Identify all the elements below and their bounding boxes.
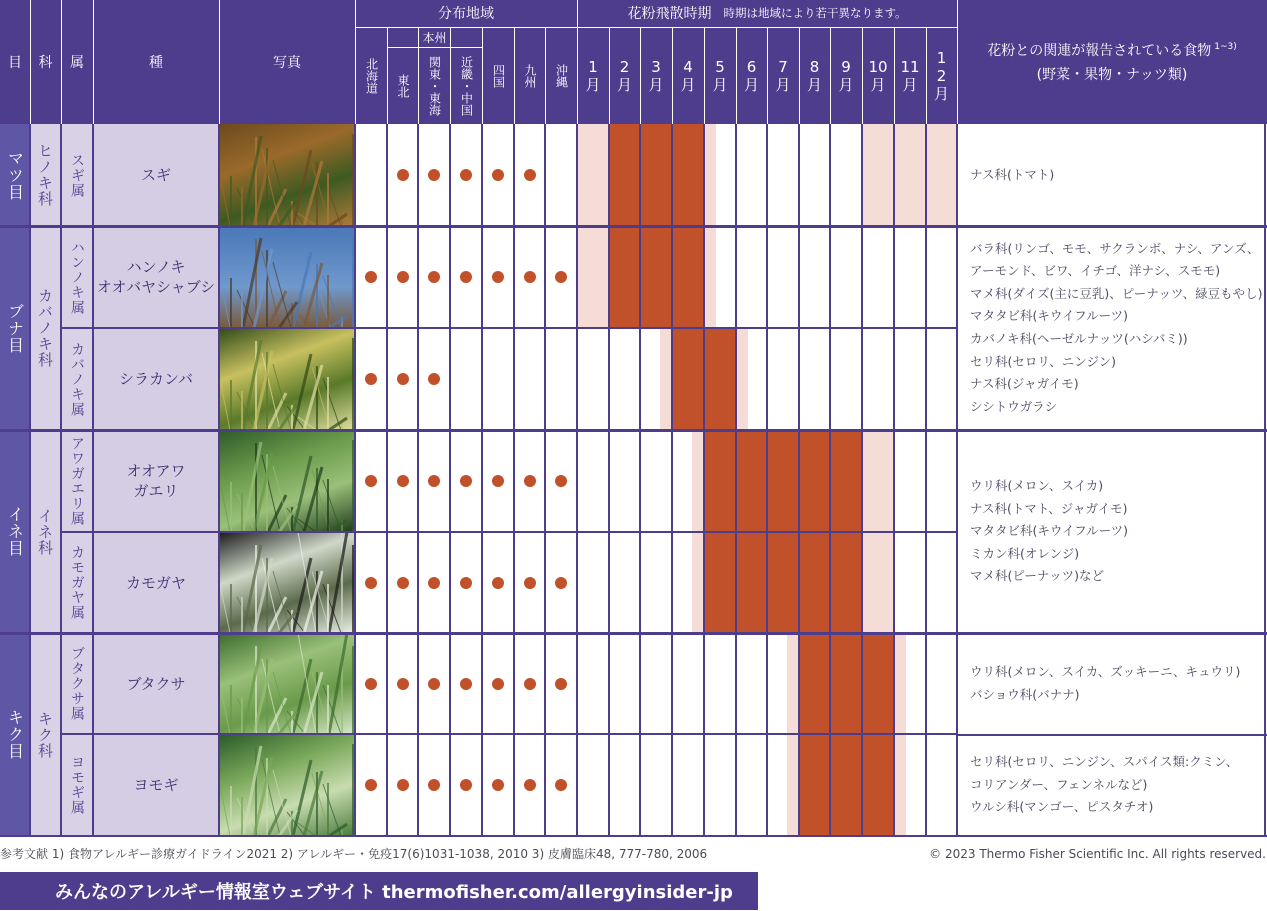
- grid-vline: [481, 124, 483, 836]
- month-header-8: 8月: [806, 58, 822, 94]
- pollen-peak-bar: [609, 226, 704, 328]
- genus-cell: スギ属: [61, 124, 93, 226]
- region-dot: [460, 169, 472, 181]
- region-dot: [492, 169, 504, 181]
- header-divider: [894, 28, 895, 124]
- region-dot: [555, 475, 567, 487]
- photo-texture: [219, 532, 355, 633]
- region-dot: [397, 779, 409, 791]
- region-header-1: 北海道: [364, 58, 379, 94]
- region-dot: [428, 271, 440, 283]
- food-line: カバノキ科(ヘーゼルナッツ(ハシバミ)): [970, 331, 1188, 346]
- pollen-title: 花粉飛散時期: [627, 6, 712, 22]
- header-divider: [61, 0, 62, 124]
- food-line: ウルシ科(マンゴー、ピスタチオ): [970, 799, 1154, 815]
- photo-texture: [219, 633, 355, 734]
- honshu-label: 本州: [422, 30, 447, 45]
- plant-photo: [219, 124, 355, 226]
- month-header-7: 7月: [775, 58, 791, 94]
- grid-vline: [703, 124, 705, 836]
- pollen-peak-bar: [704, 430, 862, 532]
- region-dot: [428, 475, 440, 487]
- genus-cell: カバノキ属: [61, 328, 93, 430]
- genus-cell: ハンノキ属: [61, 226, 93, 328]
- species-cell: ヨモギ: [93, 734, 219, 836]
- region-dot: [365, 373, 377, 385]
- region-dot: [460, 475, 472, 487]
- region-dot: [365, 271, 377, 283]
- header-divider: [93, 0, 94, 124]
- header-genus: 属: [70, 55, 84, 71]
- region-dot: [524, 475, 536, 487]
- family-cell: キク科: [30, 633, 61, 836]
- header-divider: [830, 28, 831, 124]
- photo-texture: [219, 430, 355, 532]
- food-line: マメ科(ダイズ(主に豆乳)、ピーナッツ、緑豆もやし): [970, 285, 1263, 301]
- grid-vline: [639, 124, 641, 836]
- header-divider: [482, 28, 483, 124]
- region-dot: [555, 678, 567, 690]
- region-dot: [460, 779, 472, 791]
- region-dot: [397, 475, 409, 487]
- region-dot: [428, 169, 440, 181]
- grid-hline: [61, 531, 957, 533]
- family-cell: カバノキ科: [30, 226, 61, 430]
- grid-vline: [417, 124, 419, 836]
- region-dot: [492, 271, 504, 283]
- photo-texture: [219, 226, 355, 328]
- grid-vline: [92, 124, 94, 836]
- pollen-light-bar: [894, 124, 926, 226]
- grid-vline: [766, 124, 768, 836]
- pollen-title-wrap: [577, 0, 957, 26]
- region-dot: [397, 678, 409, 690]
- month-header-9: 9月: [838, 58, 854, 94]
- grid-hline: [0, 429, 1267, 432]
- header-divider: [862, 28, 863, 124]
- month-header-4: 4月: [680, 58, 696, 94]
- region-dot: [428, 577, 440, 589]
- month-header-1: 1月: [585, 58, 601, 94]
- species-cell: ブタクサ: [93, 633, 219, 734]
- region-dot: [524, 678, 536, 690]
- header-divider: [799, 28, 800, 124]
- grid-vline: [386, 124, 388, 836]
- region-dot: [492, 678, 504, 690]
- photo-texture: [219, 734, 355, 836]
- food-group: [970, 633, 1266, 734]
- grid-hline: [0, 632, 1267, 635]
- genus-cell: カモガヤ属: [61, 532, 93, 633]
- species-cell: スギ: [93, 124, 219, 226]
- plant-photo: [219, 633, 355, 734]
- header-family: 科: [38, 55, 53, 71]
- header-photo: 写真: [273, 55, 301, 71]
- header-divider: [577, 0, 578, 124]
- family-cell: ヒノキ科: [30, 124, 61, 226]
- grid-hline: [957, 734, 1267, 736]
- plant-photo: [219, 328, 355, 430]
- food-line: ナス科(トマト、ジャガイモ): [970, 500, 1128, 516]
- references: 参考文献 1) 食物アレルギー診療ガイドライン2021 2) アレルギー・免疫17(6)1031-1038, 2010 3) 皮膚臨床48, 777-780, 2006: [0, 847, 708, 861]
- month-header-12: 12月: [933, 49, 949, 103]
- food-line: セリ科(セロリ、ニンジン、スパイス類:クミン、: [970, 754, 1239, 770]
- header-divider: [640, 28, 641, 124]
- food-line: ナス科(トマト): [970, 166, 1055, 182]
- region-header-3: 関東・東海: [427, 56, 442, 116]
- photo-texture: [219, 124, 355, 226]
- website-text: みんなのアレルギー情報室ウェブサイト thermofisher.com/allergyinsider-jp: [55, 882, 733, 903]
- order-cell: ブナ目: [0, 226, 30, 430]
- region-dot: [365, 577, 377, 589]
- month-header-6: 6月: [743, 58, 759, 94]
- pollen-note: 時期は地域により若干異なります。: [723, 6, 907, 20]
- grid-vline: [218, 124, 220, 836]
- grid-vline: [1264, 124, 1266, 836]
- food-line: バラ科(リンゴ、モモ、サクランボ、ナシ、アンズ、: [970, 240, 1260, 256]
- grid-vline: [829, 124, 831, 836]
- header-divider: [609, 28, 610, 124]
- header-order: 目: [8, 55, 22, 71]
- header-divider: [387, 28, 388, 124]
- month-header-11: 11月: [900, 58, 920, 94]
- grid-hline: [0, 225, 1267, 228]
- header-divider: [355, 0, 356, 124]
- grid-vline: [60, 124, 62, 836]
- food-line: ウリ科(メロン、スイカ、ズッキーニ、キュウリ): [970, 663, 1241, 679]
- header-divider: [514, 28, 515, 124]
- region-header-2: 東北: [396, 74, 410, 98]
- region-dot: [492, 475, 504, 487]
- grid-vline: [29, 124, 31, 836]
- pollen-peak-bar: [799, 734, 894, 836]
- header-divider: [450, 28, 451, 124]
- grid-vline: [608, 124, 610, 836]
- food-line: アーモンド、ビワ、イチゴ、洋ナシ、スモモ): [970, 263, 1221, 279]
- species-cell: オオアワ ガエリ: [93, 430, 219, 532]
- region-dot: [428, 678, 440, 690]
- pollen-light-bar: [926, 124, 957, 226]
- header-divider: [355, 27, 957, 28]
- header-divider: [957, 0, 958, 124]
- foods-header: [957, 0, 1267, 124]
- food-group: [970, 734, 1266, 836]
- plant-photo: [219, 430, 355, 532]
- species-cell: カモガヤ: [93, 532, 219, 633]
- header-divider: [387, 47, 482, 48]
- grid-vline: [576, 124, 578, 836]
- food-line: ウリ科(メロン、スイカ): [970, 478, 1104, 494]
- foods-subtitle: (野菜・果物・ナッツ類): [1036, 67, 1188, 83]
- grid-hline: [61, 733, 957, 735]
- header-divider: [926, 28, 927, 124]
- grid-vline: [735, 124, 737, 836]
- month-header-2: 2月: [616, 58, 632, 94]
- region-dot: [524, 271, 536, 283]
- grid-vline: [893, 124, 895, 836]
- food-line: マタタビ科(キウイフルーツ): [970, 523, 1129, 539]
- region-dot: [397, 577, 409, 589]
- food-line: セリ科(セロリ、ニンジン): [970, 353, 1117, 369]
- grid-vline: [513, 124, 515, 836]
- food-line: ナス科(ジャガイモ): [970, 376, 1079, 392]
- plant-photo: [219, 532, 355, 633]
- food-line: バショウ科(バナナ): [970, 686, 1080, 702]
- copyright: © 2023 Thermo Fisher Scientific Inc. All rights reserved.: [929, 847, 1266, 861]
- header-species: 種: [149, 55, 163, 71]
- grid-vline: [544, 124, 546, 836]
- grid-vline: [449, 124, 451, 836]
- region-dot: [555, 577, 567, 589]
- region-header-5: 四国: [491, 64, 506, 88]
- pollen-peak-bar: [799, 633, 894, 734]
- food-group: [970, 226, 1266, 430]
- region-dot: [428, 779, 440, 791]
- header-divider: [704, 28, 705, 124]
- header-divider: [219, 0, 220, 124]
- region-header-6: 九州: [523, 64, 537, 88]
- plant-photo: [219, 226, 355, 328]
- grid-vline: [671, 124, 673, 836]
- grid-vline: [354, 124, 356, 836]
- month-header-10: 10月: [868, 58, 888, 94]
- header-divider: [767, 28, 768, 124]
- species-cell: シラカンバ: [93, 328, 219, 430]
- grid-hline: [61, 327, 957, 329]
- region-dot: [365, 779, 377, 791]
- food-line: シシトウガラシ: [970, 398, 1058, 414]
- genus-cell: アワガエリ属: [61, 430, 93, 532]
- region-header-4: 近畿・中国: [459, 56, 474, 116]
- foods-sup: 1~3): [1214, 42, 1237, 53]
- pollen-peak-bar: [609, 124, 704, 226]
- region-dot: [428, 373, 440, 385]
- foods-title-line: [987, 40, 1237, 60]
- region-dot: [397, 169, 409, 181]
- foods-title: 花粉との関連が報告されている食物: [987, 43, 1212, 59]
- region-dot: [365, 678, 377, 690]
- region-dot: [524, 169, 536, 181]
- grid-vline: [925, 124, 927, 836]
- photo-texture: [219, 328, 355, 430]
- region-dot: [460, 678, 472, 690]
- order-cell: イネ目: [0, 430, 30, 633]
- header-divider: [418, 28, 419, 124]
- family-cell: イネ科: [30, 430, 61, 633]
- genus-cell: ブタクサ属: [61, 633, 93, 734]
- region-dot: [492, 779, 504, 791]
- pollen-light-bar: [862, 124, 894, 226]
- food-line: コリアンダー、フェンネルなど): [970, 776, 1148, 792]
- plant-photo: [219, 734, 355, 836]
- grid-vline: [861, 124, 863, 836]
- website-banner[interactable]: [0, 872, 758, 910]
- food-line: ミカン科(オレンジ): [970, 545, 1080, 561]
- pollen-peak-bar: [704, 532, 862, 633]
- region-dot: [460, 577, 472, 589]
- region-dot: [524, 577, 536, 589]
- genus-cell: ヨモギ属: [61, 734, 93, 836]
- species-cell: ハンノキ オオバヤシャブシ: [93, 226, 219, 328]
- order-cell: マツ目: [0, 124, 30, 226]
- distribution-title: 分布地域: [438, 6, 494, 22]
- region-dot: [492, 577, 504, 589]
- header-divider: [672, 28, 673, 124]
- grid-hline: [0, 835, 1267, 837]
- region-header-7: 沖縄: [554, 64, 569, 88]
- food-line: マメ科(ピーナッツ)など: [970, 568, 1105, 584]
- grid-vline: [798, 124, 800, 836]
- food-line: マタタビ科(キウイフルーツ): [970, 308, 1129, 324]
- region-dot: [397, 271, 409, 283]
- region-dot: [397, 373, 409, 385]
- header-divider: [545, 28, 546, 124]
- region-dot: [524, 779, 536, 791]
- region-dot: [365, 475, 377, 487]
- region-dot: [555, 779, 567, 791]
- month-header-5: 5月: [712, 58, 728, 94]
- header-divider: [30, 0, 31, 124]
- region-dot: [555, 271, 567, 283]
- order-cell: キク目: [0, 633, 30, 836]
- header-divider: [736, 28, 737, 124]
- grid-vline: [956, 124, 958, 836]
- region-dot: [460, 271, 472, 283]
- food-group: [970, 124, 1266, 226]
- food-group: [970, 430, 1266, 633]
- month-header-3: 3月: [648, 58, 664, 94]
